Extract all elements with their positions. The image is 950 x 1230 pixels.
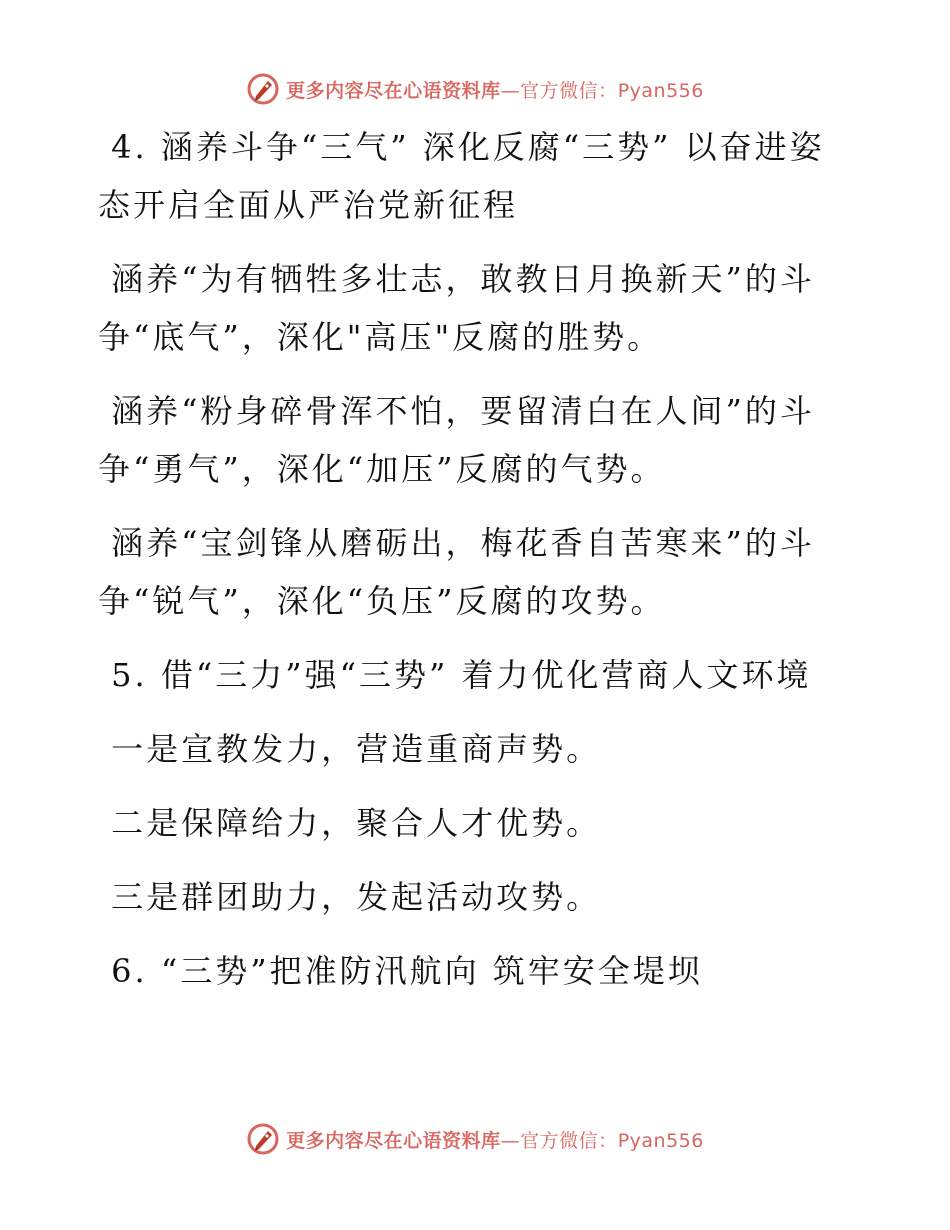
watermark-separator: — (500, 79, 521, 102)
pen-nib-circle-icon (246, 72, 280, 106)
paragraph-ruiqi: 涵养“宝剑锋从磨砺出，梅花香自苦寒来”的斗争“锐气”，深化“负压”反腐的攻势。 (98, 524, 815, 620)
watermark-wechat-label: 官方微信： (520, 1129, 618, 1152)
watermark-site-text: 更多内容尽在心语资料库 (286, 79, 501, 102)
watermark-site-text: 更多内容尽在心语资料库 (286, 1129, 501, 1152)
watermark-wechat-id: Pyan556 (617, 1129, 704, 1152)
watermark-text (286, 76, 704, 103)
watermark-text (286, 1126, 704, 1153)
watermark-wechat-id: Pyan556 (617, 79, 704, 102)
paragraph-dingqi: 涵养“为有牺牲多壮志，敢教日月换新天”的斗争“底气”，深化"高压"反腐的胜势。 (98, 260, 815, 356)
heading-section-6: 6. “三势”把准防汛航向 筑牢安全堤坝 (98, 952, 703, 990)
heading-section-5: 5. 借“三力”强“三势” 着力优化营商人文环境 (98, 656, 812, 694)
footer-watermark (0, 1122, 950, 1156)
paragraph-item-2: 二是保障给力，聚合人才优势。 (98, 804, 602, 842)
watermark-separator: — (500, 1129, 521, 1152)
pen-nib-circle-icon (246, 1122, 280, 1156)
watermark-wechat-label: 官方微信： (520, 79, 618, 102)
paragraph-item-1: 一是宣教发力，营造重商声势。 (98, 730, 602, 768)
header-watermark (0, 72, 950, 106)
heading-section-4: 4. 涵养斗争“三气” 深化反腐“三势” 以奋进姿态开启全面从严治党新征程 (98, 128, 825, 224)
paragraph-yongqi: 涵养“粉身碎骨浑不怕，要留清白在人间”的斗争“勇气”，深化“加压”反腐的气势。 (98, 392, 815, 488)
document-body (98, 118, 858, 1016)
paragraph-item-3: 三是群团助力，发起活动攻势。 (98, 878, 602, 916)
